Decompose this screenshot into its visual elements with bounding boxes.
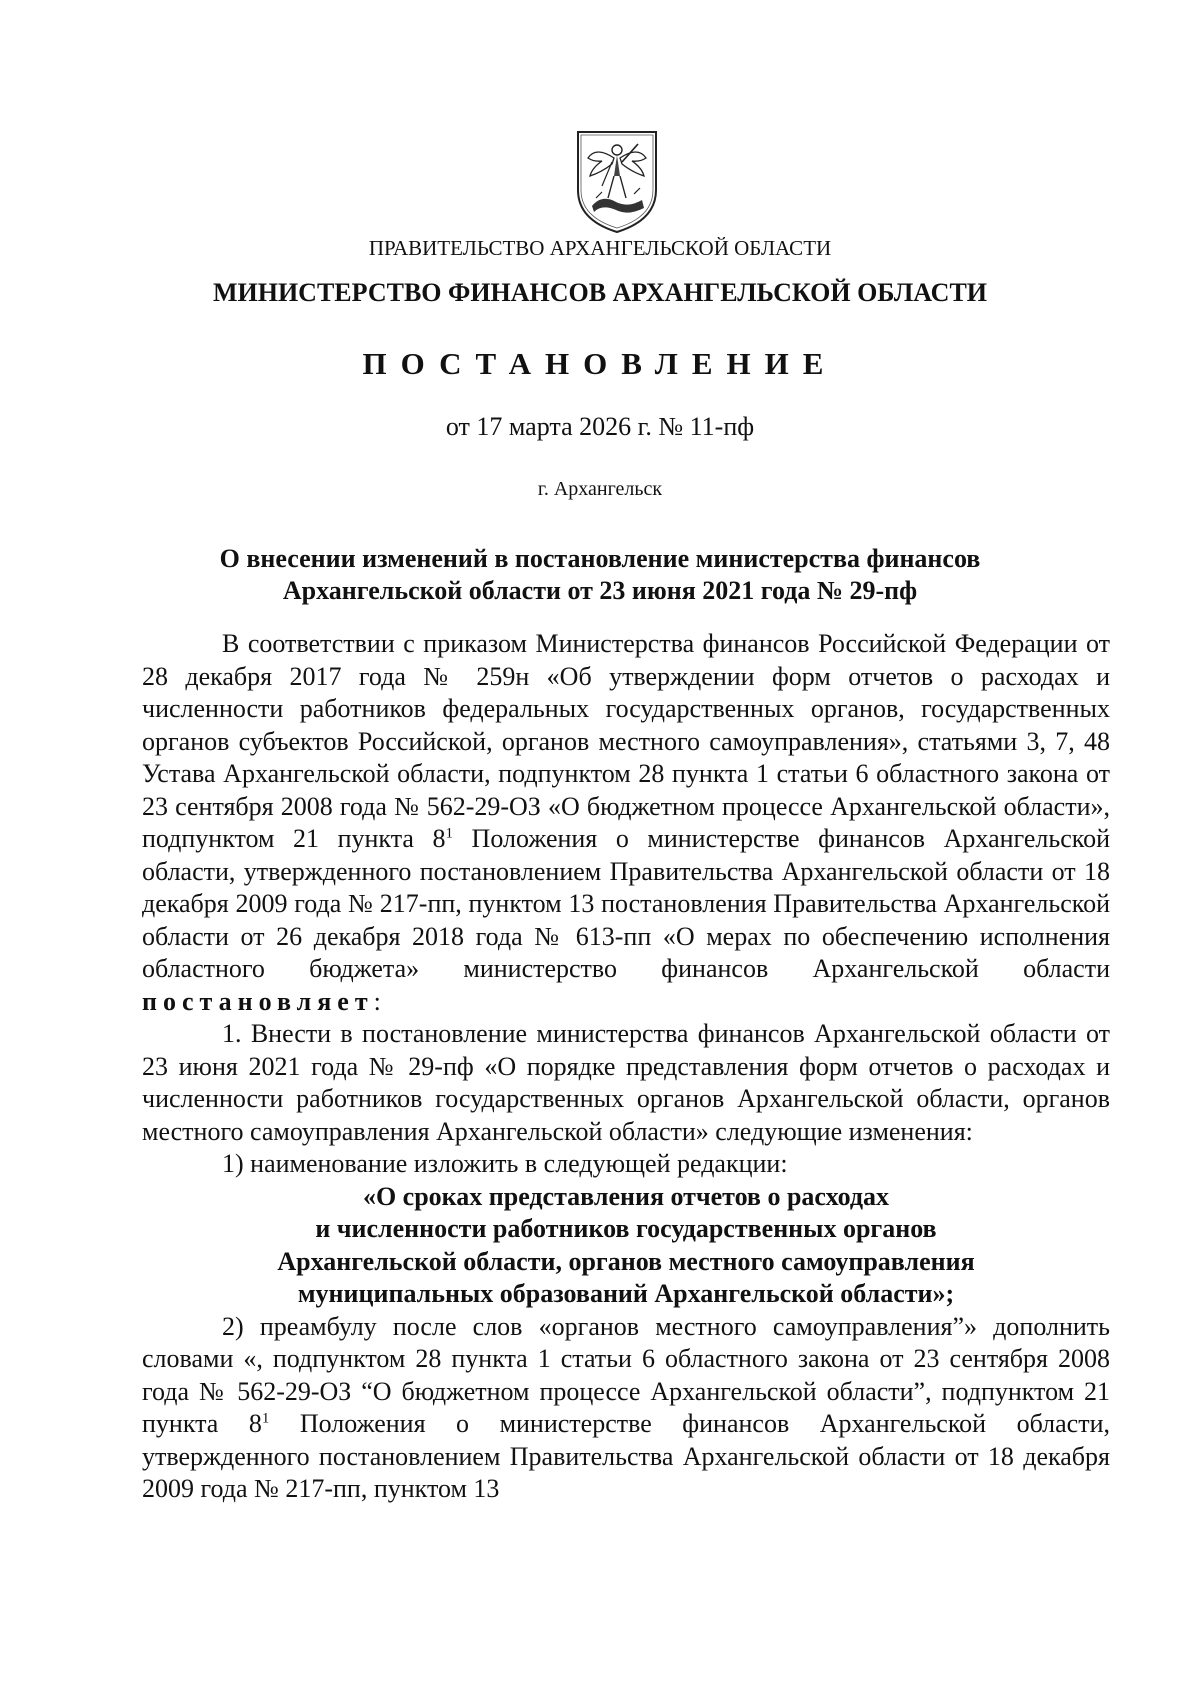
item-1-1: 1) наименование изложить в следующей редакции: <box>222 1149 788 1178</box>
new-title-line-3: Архангельской области, органов местного самоуправления <box>277 1246 975 1276</box>
new-title-line-1: «О сроках представления отчетов о расходах <box>362 1181 890 1211</box>
item-1-2-text-b: Положения о министерстве финансов Архангельской области, утвержденного постановлением Правительства Архангельской области от 18 декабря 2009 года № 217-пп, пунктом 13 <box>142 1409 1110 1503</box>
item-1: 1. Внести в постановление министерства финансов Архангельской области от 23 июня 2021 года № 29-пф «О порядке представления форм отчетов о расходах и численности работников государственных органов Архангельской области, органов местного самоуправления Архангельской области» следующие изменения: <box>142 1019 1110 1146</box>
new-title-line-4: муниципальных образований Архангельской области»; <box>297 1279 955 1308</box>
city: г. Архангельск <box>537 478 663 500</box>
item-1-2 <box>142 1311 1110 1506</box>
superscript-1: 1 <box>445 825 453 842</box>
document-type: ПОСТАНОВЛЕНИЕ <box>362 346 838 381</box>
resolves-colon: : <box>373 986 381 1016</box>
document-title <box>0 543 1200 607</box>
date-and-number: от 17 марта 2026 г. № 11-пф <box>445 412 755 441</box>
superscript-2: 1 <box>261 1410 270 1427</box>
preamble-paragraph <box>142 628 1110 1018</box>
title-line-1: О внесении изменений в постановление министерства финансов <box>219 544 981 573</box>
title-line-2: Архангельской области от 23 июня 2021 года № 29-пф <box>282 576 918 605</box>
item-1-2-text-a: 2) преамбулу после слов «органов местного самоуправления”» дополнить словами «, подпунктом 28 пункта 1 статьи 6 областного закона от 23 сентября 2008 года № 562-29-ОЗ “О бюджетном процессе Архангельской области”, подпунктом 21 пункта 8 <box>142 1311 1110 1438</box>
preamble-text-b: Положения о министерстве финансов Архангельской области, утвержденного постановлением Правительства Архангельской области от 18 декабря 2009 года № 217-пп, пунктом 13 постановления Правительства Архангельской области от 26 декабря 2018 года № 613-пп «О мерах по обеспечению исполнения областного бюджета» министерство финансов Архангельской области <box>142 824 1110 983</box>
preamble-text-a: В соответствии с приказом Министерства финансов Российской Федерации от 28 декабря 2017 года № 259н «Об утверждении форм отчетов о расходах и численности работников федеральных государственных органов, государственных органов субъектов Российской, органов местного самоуправления», статьями 3, 7, 48 Устава Архангельской области, подпунктом 28 пункта 1 статьи 6 областного закона от 23 сентября 2008 года № 562-29-ОЗ «О бюджетном процессе Архангельской области», подпунктом 21 пункта 8 <box>142 629 1110 853</box>
resolves-word: постановляет <box>142 986 374 1016</box>
government-name: ПРАВИТЕЛЬСТВО АРХАНГЕЛЬСКОЙ ОБЛАСТИ <box>368 236 832 260</box>
document-body <box>142 628 1110 1506</box>
ministry-name: МИНИСТЕРСТВО ФИНАНСОВ АРХАНГЕЛЬСКОЙ ОБЛАСТИ <box>212 278 988 307</box>
new-title-line-2: и численности работников государственных органов <box>315 1214 937 1243</box>
coat-of-arms-icon <box>572 128 662 234</box>
